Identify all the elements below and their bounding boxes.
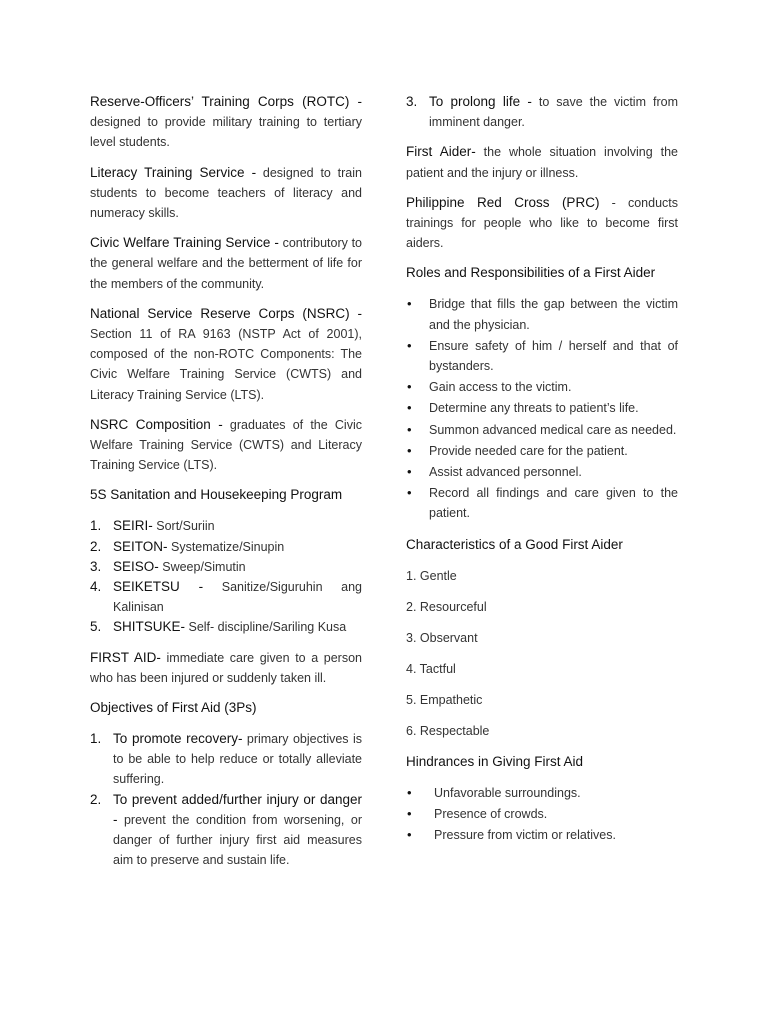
characteristic-item: 4. Tactful (406, 661, 456, 676)
bullet-icon: • (407, 485, 412, 501)
right-column (406, 92, 678, 856)
bullet-icon: • (407, 337, 412, 353)
bullet-icon: • (407, 400, 412, 416)
list-number: 5. (90, 619, 102, 635)
list-text: Sort/Suriin (152, 519, 215, 534)
list-item (90, 537, 362, 557)
first-aid-definition (90, 648, 362, 688)
list-text: Self- discipline/Sariling Kusa (185, 620, 347, 635)
list-text: Bridge that fills the gap between the victim and the physician. (429, 297, 678, 332)
bullet-icon: • (407, 379, 412, 395)
lts-text: designed to train students to become teachers of literacy and numeracy skills. (90, 165, 362, 221)
list-item (90, 617, 362, 637)
list-text: Provide needed care for the patient. (429, 443, 628, 458)
list-text: Unfavorable surroundings. (434, 785, 581, 800)
list-item (90, 557, 362, 577)
list-item (406, 783, 678, 803)
lts-term: Literacy Training Service - (90, 164, 257, 180)
characteristic-item: 3. Observant (406, 630, 478, 645)
objectives-list (90, 729, 362, 870)
lts-definition (90, 163, 362, 224)
list-text: to save the victim from imminent danger. (429, 95, 678, 130)
roles-list (406, 294, 678, 523)
list-number: 3. (90, 558, 102, 574)
list-item (406, 398, 678, 418)
list-text: Pressure from victim or relatives. (434, 828, 616, 843)
first-aid-term: FIRST AID- (90, 649, 161, 665)
nsrc-composition-text: graduates of the Civic Welfare Training Service (CWTS) and Literacy Training Service (LTS). (90, 417, 362, 473)
characteristics-heading: Characteristics of a Good First Aider (406, 536, 623, 552)
list-text: prevent the condition from worsening, or danger of further injury first aid measures aim to preserve and sustain life. (113, 812, 362, 868)
bullet-icon: • (407, 805, 412, 821)
list-text: primary objectives is to be able to help reduce or totally alleviate suffering. (113, 732, 363, 787)
list-term: To prevent added/further injury or danger - (113, 791, 362, 827)
list-item (406, 92, 678, 132)
list-item (90, 729, 362, 790)
first-aid-text: immediate care given to a person who has been injured or suddenly taken ill. (90, 650, 363, 685)
bullet-icon: • (407, 296, 412, 312)
bullet-icon: • (407, 464, 412, 480)
objectives-heading: Objectives of First Aid (3Ps) (90, 700, 257, 716)
list-text: Gain access to the victim. (429, 380, 572, 395)
list-text: Summon advanced medical care as needed. (429, 422, 677, 437)
characteristic-item: 1. Gentle (406, 568, 457, 583)
rotc-term: Reserve-Officers’ Training Corps (ROTC) - (90, 94, 362, 109)
list-text: Record all findings and care given to the patient. (429, 486, 678, 521)
characteristic-item: 5. Empathetic (406, 692, 483, 707)
five-s-heading: 5S Sanitation and Housekeeping Program (90, 487, 343, 503)
nsrc-term: National Service Reserve Corps (NSRC) - (90, 305, 362, 321)
list-item (90, 790, 362, 871)
first-aider-definition (406, 142, 678, 182)
list-number: 1. (90, 518, 102, 534)
list-number: 2. (90, 538, 102, 554)
list-term: SEIKETSU - (113, 579, 204, 595)
bullet-icon: • (407, 442, 412, 458)
prc-text: - conducts trainings for people who like to become first aiders. (406, 195, 678, 251)
list-text: Presence of crowds. (434, 806, 548, 821)
list-term: To promote recovery- (113, 731, 243, 747)
cwts-term: Civic Welfare Training Service - (90, 235, 279, 251)
characteristic-item: 6. Respectable (406, 723, 490, 738)
prc-definition (406, 193, 678, 254)
objectives-list-continued (406, 92, 678, 132)
list-text: Systematize/Sinupin (167, 539, 285, 554)
characteristic-item: 2. Resourceful (406, 599, 487, 614)
list-item (406, 825, 678, 845)
first-aider-text: the whole situation involving the patient and the injury or illness. (406, 145, 678, 180)
list-number: 4. (90, 579, 102, 595)
list-text: Sanitize/Siguruhin ang Kalinisan (113, 580, 362, 615)
list-item (406, 804, 678, 824)
rotc-definition (90, 92, 362, 153)
list-item (406, 377, 678, 397)
list-term: To prolong life - (429, 94, 532, 109)
nsrc-definition (90, 304, 362, 405)
cwts-text: contributory to the general welfare and the betterment of life for the members of the community. (90, 236, 363, 291)
hindrances-heading: Hindrances in Giving First Aid (406, 753, 584, 769)
nsrc-text: Section 11 of RA 9163 (NSTP Act of 2001), composed of the non-ROTC Components: The Civic Welfare Training Service (CWTS) and Literacy Training Service (LTS). (90, 327, 362, 402)
prc-term: Philippine Red Cross (PRC) (406, 194, 600, 210)
bullet-icon: • (407, 784, 412, 800)
list-number: 3. (406, 94, 418, 109)
first-aider-term: First Aider- (406, 144, 476, 160)
list-term: SHITSUKE- (113, 619, 186, 635)
five-s-list (90, 516, 362, 637)
list-item (406, 420, 678, 440)
bullet-icon: • (407, 421, 412, 437)
nsrc-composition-term: NSRC Composition - (90, 416, 223, 432)
list-text: Ensure safety of him / herself and that of bystanders. (429, 338, 678, 374)
left-column (90, 92, 362, 881)
cwts-definition (90, 233, 362, 294)
list-item (90, 516, 362, 536)
list-term: SEITON- (113, 538, 168, 554)
list-item (406, 462, 678, 482)
list-item (406, 294, 678, 334)
list-text: Sweep/Simutin (158, 559, 246, 574)
nsrc-composition-definition (90, 415, 362, 476)
list-number: 1. (90, 731, 102, 747)
roles-heading: Roles and Responsibilities of a First Aider (406, 265, 656, 281)
list-text: Determine any threats to patient’s life. (429, 401, 639, 416)
list-term: SEISO- (113, 558, 159, 574)
list-term: SEIRI- (113, 518, 153, 534)
rotc-text: designed to provide military training to tertiary level students. (90, 115, 362, 150)
list-item (406, 336, 678, 376)
list-item (406, 483, 678, 523)
list-item (406, 441, 678, 461)
list-item (90, 577, 362, 617)
bullet-icon: • (407, 827, 412, 843)
list-number: 2. (90, 791, 102, 807)
list-text: Assist advanced personnel. (429, 465, 582, 480)
hindrances-list (406, 783, 678, 846)
